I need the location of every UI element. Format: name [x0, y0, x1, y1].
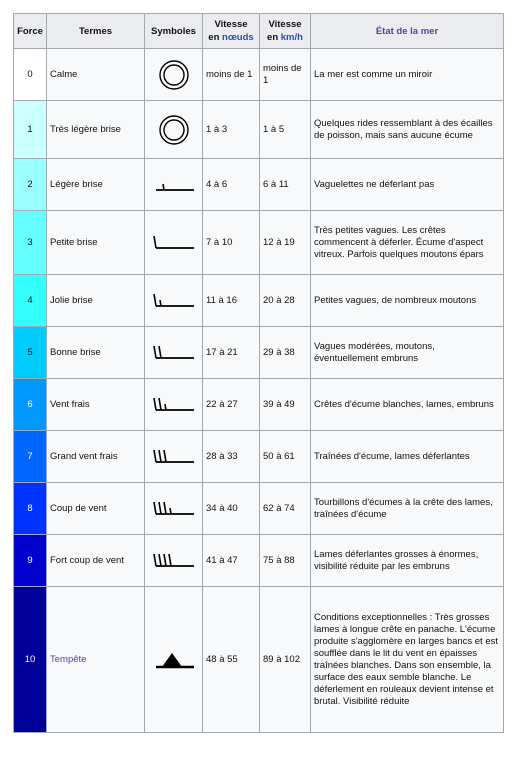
- table-row: [14, 211, 504, 275]
- symbol-cell: [145, 379, 203, 431]
- vitesse-noeuds-cell: 48 à 55: [203, 587, 260, 733]
- force-cell: 5: [14, 327, 47, 379]
- symbol-cell: [145, 327, 203, 379]
- force-cell: 6: [14, 379, 47, 431]
- calm-circle-icon: [150, 58, 198, 92]
- force-cell: 10: [14, 587, 47, 733]
- etat-cell: Tourbillons d'écumes à la crête des lames, traînées d'écume: [311, 483, 504, 535]
- vitesse-kmh-cell: 29 à 38: [260, 327, 311, 379]
- table-row: [14, 101, 504, 159]
- header-vitesse-noeuds-en: en: [208, 32, 220, 43]
- vitesse-noeuds-cell: 4 à 6: [203, 159, 260, 211]
- etat-cell: Traînées d'écume, lames déferlantes: [311, 431, 504, 483]
- wind-barb-half-icon: [150, 168, 198, 202]
- terme-cell: Grand vent frais: [47, 431, 145, 483]
- symbol-cell: [145, 275, 203, 327]
- terme-cell: Calme: [47, 49, 145, 101]
- force-cell: 9: [14, 535, 47, 587]
- force-cell: 3: [14, 211, 47, 275]
- header-vitesse-kmh-label: Vitesse: [268, 19, 302, 30]
- vitesse-kmh-cell: 62 à 74: [260, 483, 311, 535]
- vitesse-kmh-cell: 89 à 102: [260, 587, 311, 733]
- terme-cell: Bonne brise: [47, 327, 145, 379]
- wind-barb-3-icon: [150, 440, 198, 474]
- wind-barb-4-icon: [150, 544, 198, 578]
- symbol-cell: [145, 431, 203, 483]
- vitesse-kmh-cell: moins de 1: [260, 49, 311, 101]
- table-row: [14, 587, 504, 733]
- force-cell: 1: [14, 101, 47, 159]
- vitesse-noeuds-cell: 28 à 33: [203, 431, 260, 483]
- etat-cell: Vagues modérées, moutons, éventuellement embruns: [311, 327, 504, 379]
- etat-cell: Petites vagues, de nombreux moutons: [311, 275, 504, 327]
- terme-cell: Jolie brise: [47, 275, 145, 327]
- header-symboles[interactable]: Symboles: [145, 14, 203, 49]
- wind-pennant-icon: [150, 643, 198, 677]
- vitesse-noeuds-cell: 41 à 47: [203, 535, 260, 587]
- header-vitesse-kmh[interactable]: [260, 14, 311, 49]
- force-cell: 2: [14, 159, 47, 211]
- symbol-cell: [145, 49, 203, 101]
- etat-cell: Crêtes d'écume blanches, lames, embruns: [311, 379, 504, 431]
- symbol-cell: [145, 101, 203, 159]
- terme-cell: Vent frais: [47, 379, 145, 431]
- vitesse-kmh-cell: 75 à 88: [260, 535, 311, 587]
- header-vitesse-noeuds-label: Vitesse: [214, 19, 248, 30]
- table-row: [14, 275, 504, 327]
- header-vitesse-noeuds[interactable]: [203, 14, 260, 49]
- table-row: [14, 379, 504, 431]
- header-force[interactable]: Force: [14, 14, 47, 49]
- terme-cell: Très légère brise: [47, 101, 145, 159]
- vitesse-noeuds-cell: 22 à 27: [203, 379, 260, 431]
- table-row: [14, 483, 504, 535]
- vitesse-kmh-cell: 6 à 11: [260, 159, 311, 211]
- vitesse-kmh-cell: 12 à 19: [260, 211, 311, 275]
- table-header-row: [14, 14, 504, 49]
- terme-cell: Légère brise: [47, 159, 145, 211]
- vitesse-kmh-cell: 20 à 28: [260, 275, 311, 327]
- vitesse-noeuds-cell: 11 à 16: [203, 275, 260, 327]
- kmh-link[interactable]: km/h: [280, 32, 303, 43]
- symbol-cell: [145, 159, 203, 211]
- table-row: [14, 431, 504, 483]
- wind-barb-2-5-icon: [150, 388, 198, 422]
- vitesse-noeuds-cell: 34 à 40: [203, 483, 260, 535]
- table-row: [14, 159, 504, 211]
- force-cell: 0: [14, 49, 47, 101]
- terme-link[interactable]: Tempête: [50, 653, 87, 665]
- vitesse-kmh-cell: 39 à 49: [260, 379, 311, 431]
- wind-barb-3-5-icon: [150, 492, 198, 526]
- table-row: [14, 327, 504, 379]
- terme-cell: Petite brise: [47, 211, 145, 275]
- symbol-cell: [145, 535, 203, 587]
- header-vitesse-kmh-en: en: [267, 32, 279, 43]
- etat-cell: Lames déferlantes grosses à énormes, visibilité réduite par les embruns: [311, 535, 504, 587]
- beaufort-scale-table: [13, 13, 504, 733]
- vitesse-noeuds-cell: 17 à 21: [203, 327, 260, 379]
- terme-cell: [47, 587, 145, 733]
- symbol-cell: [145, 587, 203, 733]
- etat-cell: Vaguelettes ne déferlant pas: [311, 159, 504, 211]
- terme-cell: Coup de vent: [47, 483, 145, 535]
- etat-cell: Très petites vagues. Les crêtes commencent à déferler. Écume d'aspect vitreux. Parfois quelques moutons épars: [311, 211, 504, 275]
- etat-cell: Conditions exceptionnelles : Très grosses lames à longue crête en panache. L'écume produite s'agglomère en larges bancs et est soufflée dans le lit du vent en épaisses traînées blanches. Dans son ensemble, la surface des eaux semble blanche. Le déferlement en rouleaux devient intense et brutal. Visibilité réduite: [311, 587, 504, 733]
- calm-circle-icon: [150, 113, 198, 147]
- force-cell: 7: [14, 431, 47, 483]
- table-row: [14, 535, 504, 587]
- vitesse-kmh-cell: 1 à 5: [260, 101, 311, 159]
- terme-cell: Fort coup de vent: [47, 535, 145, 587]
- vitesse-kmh-cell: 50 à 61: [260, 431, 311, 483]
- wind-barb-2-icon: [150, 336, 198, 370]
- force-cell: 4: [14, 275, 47, 327]
- etat-cell: La mer est comme un miroir: [311, 49, 504, 101]
- noeuds-link[interactable]: nœuds: [222, 32, 254, 43]
- vitesse-noeuds-cell: 1 à 3: [203, 101, 260, 159]
- wind-barb-1-5-icon: [150, 284, 198, 318]
- header-termes[interactable]: Termes: [47, 14, 145, 49]
- vitesse-noeuds-cell: moins de 1: [203, 49, 260, 101]
- wind-barb-1-icon: [150, 226, 198, 260]
- etat-cell: Quelques rides ressemblant à des écailles de poisson, mais sans aucune écume: [311, 101, 504, 159]
- vitesse-noeuds-cell: 7 à 10: [203, 211, 260, 275]
- symbol-cell: [145, 211, 203, 275]
- symbol-cell: [145, 483, 203, 535]
- table-row: [14, 49, 504, 101]
- force-cell: 8: [14, 483, 47, 535]
- header-etat-de-la-mer[interactable]: État de la mer: [311, 14, 504, 49]
